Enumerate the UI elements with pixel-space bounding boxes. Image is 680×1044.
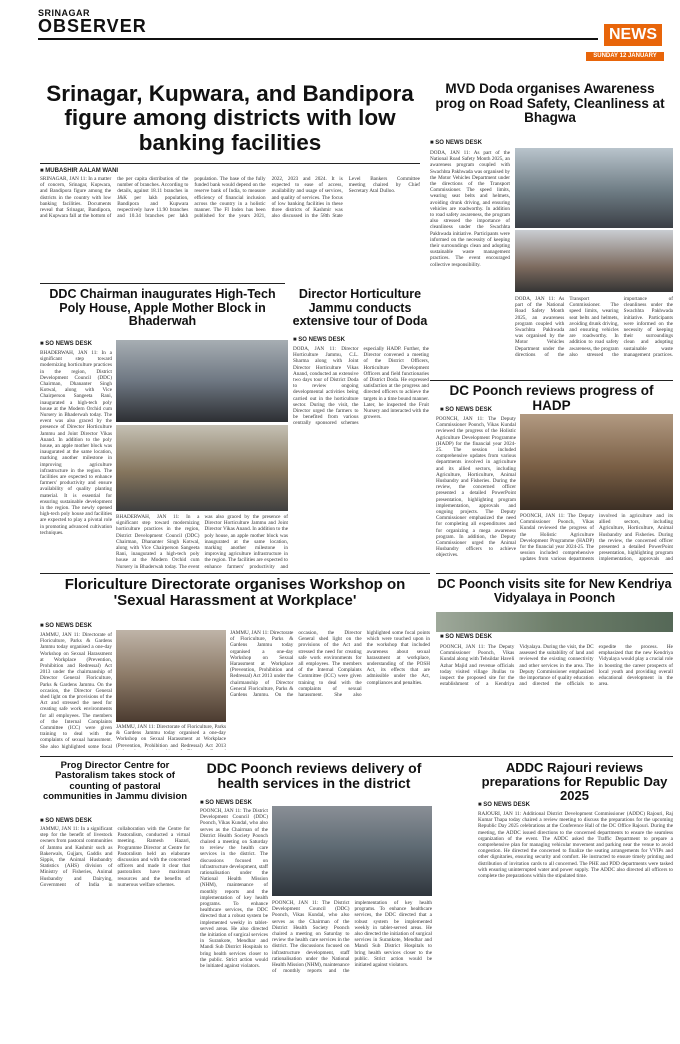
divider [40, 163, 420, 164]
road-safety-photo [515, 148, 673, 228]
divider [430, 380, 673, 381]
byline: ■ SO NEWS DESK [478, 802, 530, 808]
poly-house-photo [116, 340, 288, 422]
road-safety-group-photo [515, 230, 673, 292]
byline: ■ SO NEWS DESK [440, 634, 492, 640]
headline-horti-doda: Director Horticulture Jammu conducts extensive tour of Doda [292, 287, 428, 328]
brand-logo: OBSERVER [38, 16, 147, 36]
hadp-meeting-photo [520, 414, 673, 510]
byline: ■ SO NEWS DESK [430, 140, 482, 146]
divider [40, 756, 673, 757]
article-body: DODA, JAN 11: As part of the National Road Safety Month 2025, an awareness program coupled with Swachhta Pakhwada was organised by the Motor Vehicles Department under the directions of the Transport Commissioner. The speed limits, wearing seat belts and helmets, avoiding drunk driving, and ensuring vehicles are roadworthy. In addition to road safety awareness, the program also stressed the importance of cleanliness under the Swachhta Pakhwada initiative. Participants were informed on the necessity of keeping their surroundings clean and adopting sustainable waste management practices. The event encouraged collective responsibility. [430, 150, 510, 268]
workshop-photo [116, 630, 226, 722]
article-body: POONCH, JAN 11: The Deputy Commissioner Poonch, Vikas Kundal reviewed the progress of the Holistic Agriculture Development Programme (HADP) for the financial year 2024-25. The session included comprehensive updates from various departments involved in agriculture and its allied sectors, including Agriculture, Horticulture, Animal Husbandry and Fisheries. During the review, the concerned officer presented a detailed PowerPoint presentation, highlighting program implementation, approvals and [520, 513, 673, 563]
divider [436, 573, 673, 574]
article-body: JAMMU, JAN 11: Directorate of Floriculture, Parks & Gardens Jammu today organised a one-day Workshop on Sexual Harassment at Workplace (Prevention, Prohibition and Redressal) Act 2013 under the chairmanship of Director General Floriculture, Parks & Gardens Jammu. On the occasion, the Director General shed light on the provisions of the Act and stressed the need for creating safe work environments for all employees. The members of the Internal Complaints Committee (ICC) were given training to deal with the complaints of sexual harassment. She also highlighted some focal points which were touched upon in the workshop that included awareness about sexual harassment at workplace, understanding of the POSH Act, its effects that are admissible under the Act, compliances and penalties. [230, 630, 430, 699]
headline-low-banking: Srinagar, Kupwara, and Bandipora figure among districts with low banking facilities [46, 81, 414, 155]
article-body: BHADERWAH, JAN 11: In a significant step toward modernizing horticulture practices in the region, District Development Council (DDC) Chairman, Dhananter Singh Kotwal, along with Vice Chairperson Sangeeta Rani, inaugurated a high-tech poly house at the Modern Orchid cum Nursery in Bhaderwah today. The event was also graced by the presence of Director Horticulture Jammu and Joint Director Vikas Anand. In addition to the poly house, an apple mother block was inaugurated at the same location, marking another milestone in improving agriculture infrastructure in the region. The facilities are expected to enhance farmers' productivity and [116, 514, 288, 570]
headline-mvd-doda: MVD Doda organises Awareness prog on Road Safety, Cleanliness at Bhagwa [435, 81, 665, 126]
byline: ■ SO NEWS DESK [40, 341, 92, 347]
article-body: JAMMU, JAN 11: Directorate of Floriculture, Parks & Gardens Jammu today organised a one-day Workshop on Sexual Harassment at Workplace (Prevention, Prohibition and Redressal) Act 2013 under the chairmanship of Director General Floriculture, Parks & Gardens Jammu. On the occasion, the Director General shed light on the provisions of the Act and stressed the need for creating safe work environments for all employees. The members of the Internal Complaints Committee (ICC) were given training to deal with the complaints of sexual harassment. She also highlighted some focal [40, 632, 112, 750]
article-body: POONCH, JAN 11: The District Development Council (DDC) Poonch, Vikas Kundal, who also serves as the Chairman of the District Health Society Poonch chaired a meeting on Saturday to review the health care services in the district. The discussions focused on infrastructure development, staff rationalisation under the National Health Mission (NHM), maintenance of monthly reports and the implementation of key health programs. To enhance healthcare services, the DDC directed that a robust system be implemented weekly in tablet-served areas. He also directed the initiation of surgical services in Surankote, Mendhar and Mandi Sub District Hospitals to bring health services closer to the public. Strict action would be initiated against violators. [200, 808, 268, 970]
article-body: SRINAGAR, JAN 11: In a matter of concern, Srinagar, Kupwara, and Bandipora figure among the districts in the country with low banking facilities. Documents reveal that Srinagar, Bandipora, and Kupwara fall at the bottom of the per capita distribution of the number of branches. According to details, against 18.11 branches in J&K per lakh population, Bandipora and Kupwara respectively have 11.90 branches and 10.34 branches per lakh population. The base of the fully funded bank would depend on the reserve bank of India, to measure efficiency of financial inclusion across the country in a holistic manner. The FI Index has been published for the years 2021, 2022, 2023 and 2024. It is expected to ease of access, availability and usage of services, and quality of services. The focus of low banking facilities in these three districts of Kashmir was also discussed in the 58th State Level Bankers Committee meeting chaired by Chief Secretary Atal Dulloo. [40, 176, 420, 220]
article-body: POONCH, JAN 11: The Deputy Commissioner Poonch, Vikas Kundal along with Tehsildar Haveli Azhar Majid and revenue officials today visited village Jhullas to inspect the proposed site for the establishment of a Kendriya Vidyalaya. During the visit, the DC assessed the suitability of land and reviewed the existing connectivity and other services in the area. The Deputy Commissioner emphasized the importance of quality education and directed the officials to expedite the process. He emphasized that the new Kendriya Vidyalaya would play a crucial role in boosting the career prospects of local youth and providing overall educational development in the area. [440, 644, 673, 688]
byline: ■ SO NEWS DESK [200, 800, 252, 806]
headline-adc-rajouri: ADDC Rajouri reviews preparations for Republic Day 2025 [481, 760, 668, 804]
section-badge: NEWS [604, 24, 662, 46]
article-body: POONCH, JAN 11: The Deputy Commissioner Poonch, Vikas Kundal reviewed the progress of the Holistic Agriculture Development Programme (HADP) for the financial year 2024-25. The session included comprehensive updates from various departments involved in agriculture and its allied sectors, including Agriculture, Horticulture, Animal Husbandry and Fisheries. During the review, the concerned officer presented a detailed PowerPoint presentation, highlighting program implementation, approvals and ongoing projects. The Deputy Commissioner emphasized the need for completing all expenditures and for organizing a mega awareness program. In addition, the Deputy Commissioner urged the Animal Husbandry officers to achieve objectives. [436, 416, 516, 559]
article-body: DODA, JAN 11: Director Horticulture Jammu, C.L. Sharma along with Joint Director Horticulture Vikas Anand, conducted an extensive two days tour of District Doda to review ongoing developmental activities being carried out in the horticulture sector. During the visit, the Director urged the farmers to be benefited from various centrally sponsored schemes especially HADP. Further, the Director convened a meeting of the District Officers, Horticulture Development Officers and field functionaries of District Doda. He expressed satisfaction at the progress and directed officers to achieve the targets in a time bound manner. Later, he inspected the Fruit Nursery and interacted with the growers. [293, 346, 429, 427]
article-body: BHADERWAH, JAN 11: In a significant step toward modernizing horticulture practices in the region, District Development Council (DDC) Chairman, Dhananter Singh Kotwal, along with Vice Chairperson Sangeeta Rani, inaugurated a high-tech poly house at the Modern Orchid cum Nursery in Bhaderwah today. The event was also graced by the presence of Director Horticulture Jammu and Joint Director Vikas Anand. In addition to the poly house, an apple mother block was inaugurated at the same location, marking another milestone in improving agriculture infrastructure in the region. The facilities are expected to enhance farmers' productivity and ensure availability of quality planting material. It is essential for ensuring sustainable development in the region. The newly opened high-tech poly house and facilities are expected to play a pivotal role in promoting advanced cultivation techniques. [40, 350, 112, 536]
headline-health-poonch: DDC Poonch reviews delivery of health services in the district [206, 760, 422, 792]
byline: ■ SO NEWS DESK [40, 623, 92, 629]
headline-floriculture: Floriculture Directorate organises Workshop on 'Sexual Harassment at Workplace' [64, 576, 406, 610]
byline: ■ SO NEWS DESK [293, 337, 345, 343]
ddc-chairman-photo [116, 425, 288, 511]
headline-hadp-poonch: DC Poonch reviews progress of HADP [449, 383, 654, 413]
byline: ■ SO NEWS DESK [40, 818, 92, 824]
divider [40, 573, 430, 574]
byline: ■ SO NEWS DESK [440, 407, 492, 413]
divider [40, 283, 285, 284]
health-review-photo [272, 806, 432, 896]
article-body: DODA, JAN 11: As part of the National Road Safety Month 2025, an awareness program coupled with Swachhta Pakhwada was organised by the Motor Vehicles Department under the directions of the Transport Commissioner. The speed limits, wearing seat belts and helmets, avoiding drunk driving, and ensuring vehicles are roadworthy. In addition to road safety awareness, the program also stressed the importance of cleanliness under the Swachhta Pakhwada initiative. Participants were informed on the necessity of keeping their surroundings clean and adopting sustainable waste management practices. [515, 296, 673, 358]
byline: ■ MUBASHIR AALAM WANI [40, 168, 118, 174]
brand-srinagar: SRINAGAR [38, 8, 91, 18]
article-body: JAMMU, JAN 11: In a significant step for the benefit of livestock owners from pastoral communities of Jammu and Kashmir such as Bakerwals, Gujjars, Gaddis and Sippis, the Animal Husbandry Statistics (AHS) division of Ministry of Fisheries, Animal Husbandry and Dairying, Government of India in collaboration with the Centre for Pastoralism, conducted a virtual meeting. Ramesh Hazari, Programme Director at Centre for Pastoralism held an elaborate discussion and with the concerned officers and made it clear that pastoralists have maximum resources and the benefits of numerous welfare schemes. [40, 826, 190, 888]
article-body: RAJOURI, JAN 11: Additional District Development Commissioner (ADDC) Rajouri, Raj Kumar Thapa today chaired a review meeting to discuss the preparations for the upcoming Republic Day 2025 celebrations at the Conference Hall of the DC Office Rajouri. During the meeting, the ADDC issued directions to the concerned departments to ensure the seamless organization of the event. The ADDC asked the Traffic Department to prepare a comprehensive plan for managing vehicular movement and parking near the venue to avoid congestion. He directed the concerned to finalize the seating arrangements for VVIPs and other dignitaries, ensuring security and comfort. He instructed to ensure timely printing and distribution of invitation cards to all concerned. The PHE and PDD departments were tasked with ensuring uninterrupted water and power supply. The ADDC also directed all officers to complete the preparations within the stipulated time. [478, 811, 673, 880]
issue-date: SUNDAY 12 JANUARY 2025 [586, 52, 664, 61]
masthead-rule [38, 38, 598, 40]
headline-ddc-bhaderwah: DDC Chairman inaugurates High-Tech Poly House, Apple Mother Block in Bhaderwah [49, 287, 276, 328]
kendriya-site-photo [436, 612, 673, 632]
article-body: POONCH, JAN 11: The District Development Council (DDC) Poonch, Vikas Kundal, who also serves as the Chairman of the District Health Society Poonch chaired a meeting on Saturday to review the health care services in the district. The discussions focused on infrastructure development, staff rationalisation under the National Health Mission (NHM), maintenance of monthly reports and the implementation of key health programs. To enhance healthcare services, the DDC directed that a robust system be implemented weekly in tablet-served areas. He also directed the initiation of surgical services in Surankote, Mendhar and Mandi Sub District Hospitals to bring health services closer to the public. Strict action would be initiated against violators. [272, 900, 432, 975]
article-body: JAMMU, JAN 11: Directorate of Floriculture, Parks & Gardens Jammu today organised a one-day Workshop on Sexual Harassment at Workplace (Prevention, Prohibition and Redressal) Act 2013 [116, 724, 226, 749]
headline-prog-director: Prog Director Centre for Pastoralism takes stock of counting of pastoral communities in Jammu division [42, 760, 188, 802]
headline-kendriya: DC Poonch visits site for New Kendriya Vidyalaya in Poonch [437, 577, 672, 605]
